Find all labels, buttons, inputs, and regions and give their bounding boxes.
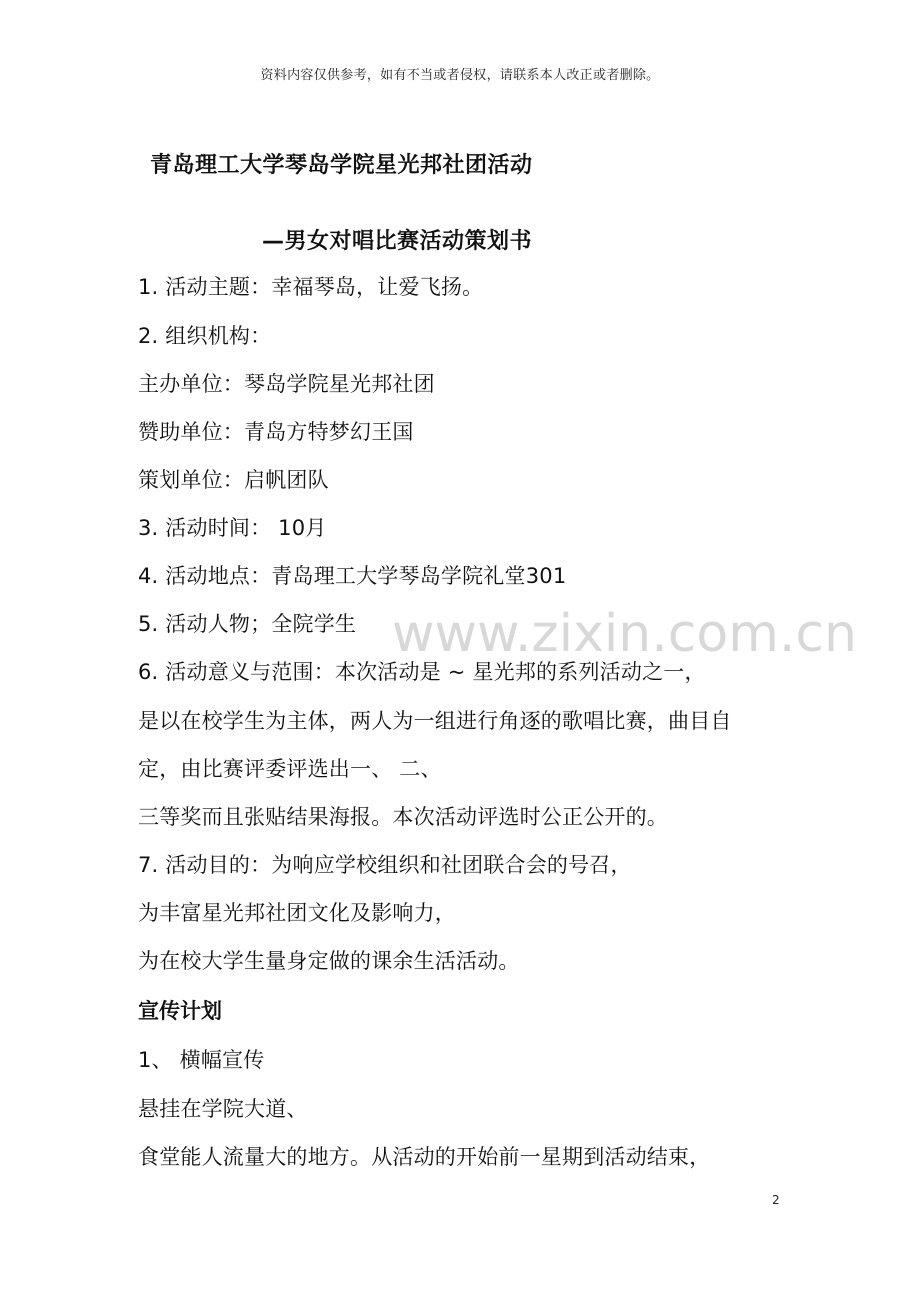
document-subtitle: —男女对唱比赛活动策划书 bbox=[262, 229, 533, 254]
section-heading: 宣传计划 bbox=[138, 999, 222, 1023]
paragraph-line: 3. 活动时间： 10月 bbox=[138, 516, 327, 540]
paragraph-line: 三等奖而且张贴结果海报。本次活动评选时公正公开的。 bbox=[138, 805, 668, 829]
paragraph-line: 策划单位：启帆团队 bbox=[138, 468, 329, 492]
paragraph-line: 1、 横幅宣传 bbox=[138, 1048, 265, 1072]
paragraph-line: 5. 活动人物；全院学生 bbox=[138, 612, 357, 636]
document-title: 青岛理工大学琴岛学院星光邦社团活动 bbox=[150, 153, 533, 178]
paragraph-line: 4. 活动地点：青岛理工大学琴岛学院礼堂301 bbox=[138, 564, 567, 588]
paragraph-line: 2. 组织机构： bbox=[138, 324, 272, 348]
paragraph-line: 1. 活动主题：幸福琴岛，让爱飞扬。 bbox=[138, 275, 484, 299]
paragraph-line: 为丰富星光邦社团文化及影响力， bbox=[138, 901, 456, 925]
paragraph-line: 为在校大学生量身定做的课余生活活动。 bbox=[138, 949, 520, 973]
paragraph-line: 赞助单位：青岛方特梦幻王国 bbox=[138, 420, 414, 444]
paragraph-line: 7. 活动目的：为响应学校组织和社团联合会的号召， bbox=[138, 853, 632, 877]
paragraph-line: 悬挂在学院大道、 bbox=[138, 1097, 308, 1121]
paragraph-line: 是以在校学生为主体，两人为一组进行角逐的歌唱比赛，曲目自 bbox=[138, 709, 732, 733]
paragraph-line: 6. 活动意义与范围：本次活动是 ~ 星光邦的系列活动之一， bbox=[138, 660, 706, 684]
paragraph-line: 定，由比赛评委评选出一、 二、 bbox=[138, 757, 442, 781]
watermark-text: www.zixin.com.cn bbox=[392, 604, 857, 664]
header-disclaimer: 资料内容仅供参考，如有不当或者侵权，请联系本人改正或者删除。 bbox=[260, 68, 660, 83]
page-number: 2 bbox=[772, 1193, 780, 1207]
paragraph-line: 食堂能人流量大的地方。从活动的开始前一星期到活动结束， bbox=[138, 1145, 711, 1169]
paragraph-line: 主办单位：琴岛学院星光邦社团 bbox=[138, 372, 435, 396]
